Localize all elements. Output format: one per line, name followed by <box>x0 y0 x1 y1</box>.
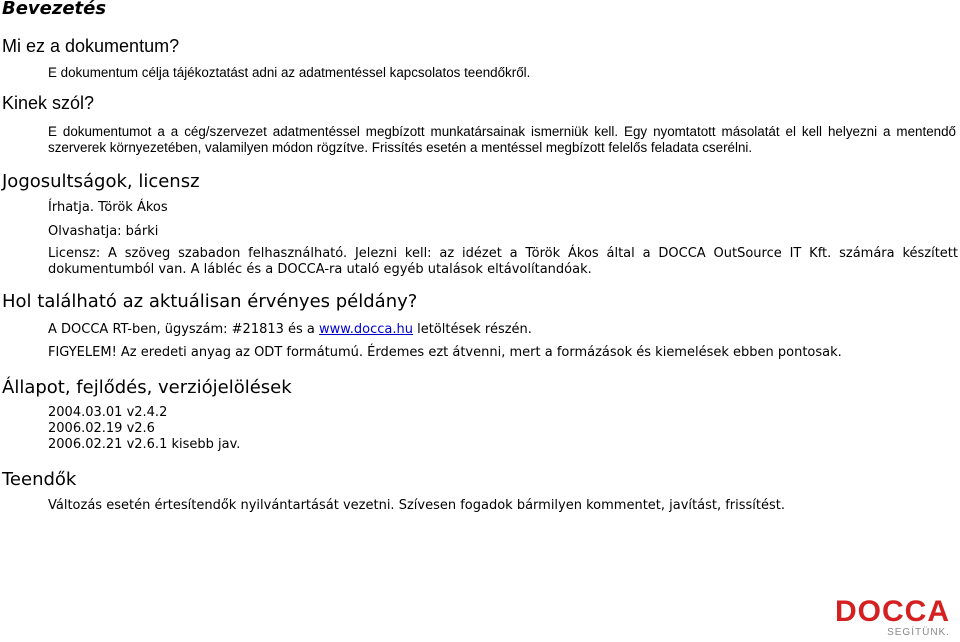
docca-logo <box>835 596 950 639</box>
heading-hol: Hol található az aktuálisan érvényes példány? <box>2 291 418 312</box>
olvashatja-text: Olvashatja: bárki <box>48 224 159 239</box>
irhatja-text: Írhatja. Török Ákos <box>48 200 168 215</box>
logo-wordmark: DOCCA <box>835 595 950 628</box>
heading-mi-ez: Mi ez a dokumentum? <box>2 36 180 56</box>
mi-ez-text: E dokumentum célja tájékoztatást adni az adatmentéssel kapcsolatos teendőkről. <box>48 65 531 80</box>
kinek-text: E dokumentumot a a cég/szervezet adatmentéssel megbízott munkatársainak ismerniük kell. Egy nyomtatott másolatát el kell helyezni a mentendő szerverek környezetében, valamilyen módon rögzítve. Frissítés esetén a mentéssel megbízott felelős feladata cserélni. <box>48 124 956 155</box>
version-list <box>48 405 240 453</box>
version-item: 2004.03.01 v2.4.2 <box>48 405 168 420</box>
version-item: 2006.02.19 v2.6 <box>48 421 155 436</box>
logo-tagline: SEGÍTÜNK. <box>887 627 950 638</box>
hol-line-before: A DOCCA RT-ben, ügyszám: #21813 és a <box>48 322 320 337</box>
heading-kinek: Kinek szól? <box>2 93 95 113</box>
document-title: Bevezetés <box>2 0 107 19</box>
licensz-text: Licensz: A szöveg szabadon felhasználható. Jelezni kell: az idézet a Török Ákos által a DOCCA OutSource IT Kft. számára készített dokumentumból van. A lábléc és a DOCCA-ra utaló egyéb utalások eltávolítandóak. <box>48 246 958 277</box>
docca-website-link[interactable]: www.docca.hu <box>319 322 413 337</box>
hol-line <box>48 322 532 338</box>
version-item: 2006.02.21 v2.6.1 kisebb jav. <box>48 437 241 452</box>
heading-teendok: Teendők <box>2 469 77 490</box>
heading-allapot: Állapot, fejlődés, verziójelölések <box>2 377 292 398</box>
teendok-text: Változás esetén értesítendők nyilvántartását vezetni. Szívesen fogadok bármilyen kommentet, javítást, frissítést. <box>48 498 786 513</box>
hol-line-after: letöltések részén. <box>412 322 532 337</box>
figyelem-text: FIGYELEM! Az eredeti anyag az ODT formátumú. Érdemes ezt átvenni, mert a formázások és kiemelések ebben pontosak. <box>48 345 842 360</box>
heading-jogosultsag: Jogosultságok, licensz <box>2 171 200 192</box>
